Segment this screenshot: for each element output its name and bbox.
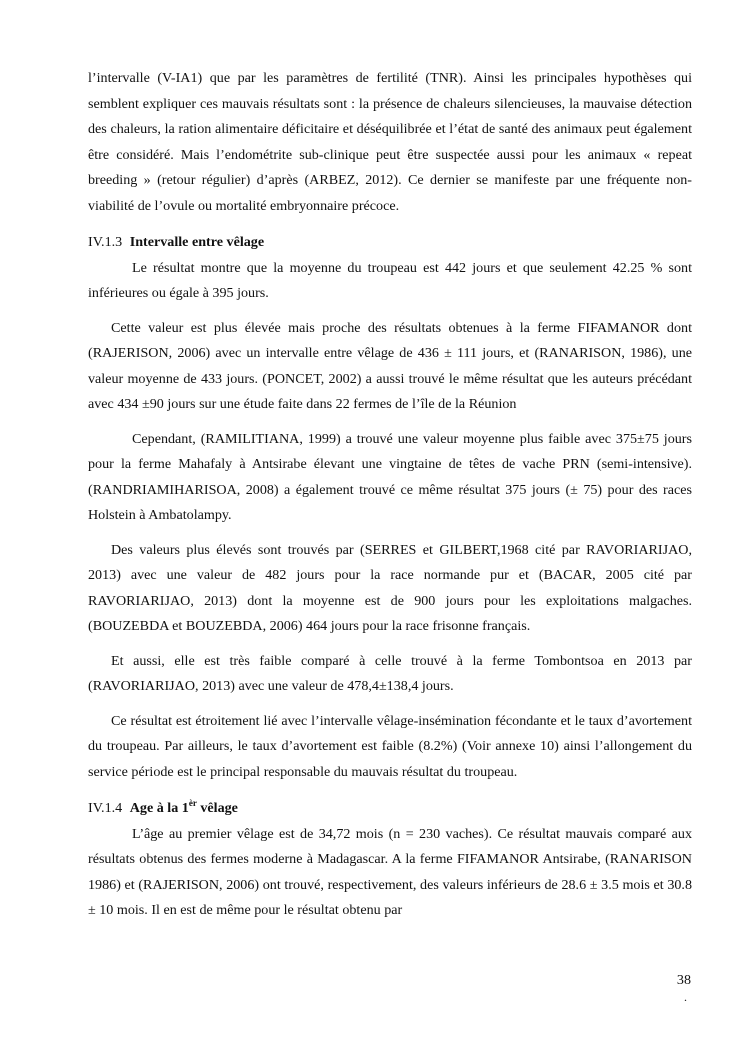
page-body (88, 66, 692, 924)
section-number: IV.1.3 (88, 234, 123, 250)
paragraph-herd-average: Le résultat montre que la moyenne du troupeau est 442 jours et que seulement 42.25 % sont inférieures ou égale à 395 jours. (88, 259, 692, 301)
paragraph-tombontsoa: Et aussi, elle est très faible comparé à celle trouvé à la ferme Tombontsoa en 2013 par (RAVORIARIJAO, 2013) avec une valeur de 478,4±138,4 jours. (88, 652, 692, 694)
paragraph-fifamanor-comparison: Cette valeur est plus élevée mais proche des résultats obtenues à la ferme FIFAMANOR dont (RAJERISON, 2006) avec un intervalle entre vêlage de 436 ± 111 jours, et (RANARISON, 1986), une valeur moyenne de 433 jours. (PONCET, 2002) a aussi trouvé le même résultat que les auteurs précédant avec 434 ±90 jours sur une étude faite dans 22 fermes de l’île de la Réunion (88, 319, 692, 412)
section-title-superscript: èr (188, 798, 197, 808)
paragraph-fertility-hypotheses: l’intervalle (V-IA1) que par les paramètres de fertilité (TNR). Ainsi les principales hypothèses qui semblent expliquer ces mauvais résultats sont : la présence de chaleurs silencieuses, la mauvaise détection des chaleurs, la ration alimentaire déficitaire et déséquilibrée et l’état de santé des animaux peut également être considéré. Mais l’endométrite sub-clinique peut être suspectée aussi pour les animaux « repeat breeding » (retour régulier) d’après (ARBEZ, 2012). Ce dernier se manifeste par une fréquente non-viabilité de l’ovule ou mortalité embryonnaire précoce. (88, 70, 692, 214)
section-number: IV.1.4 (88, 800, 123, 816)
paragraph-abortion-rate: Ce résultat est étroitement lié avec l’intervalle vêlage-insémination fécondante et le taux d’avortement du troupeau. Par ailleurs, le taux d’avortement est faible (8.2%) (Voir annexe 10) ainsi l’allongement du service période est le principal responsable du mauvais résultat du troupeau. (88, 712, 692, 780)
page-number: 38 (676, 972, 691, 988)
section-heading-calving-interval (88, 230, 692, 256)
page-footer-dot: . (684, 990, 687, 1004)
section-title: Intervalle entre vêlage (129, 234, 265, 250)
section-title (130, 800, 238, 816)
paragraph-lower-values: Cependant, (RAMILITIANA, 1999) a trouvé une valeur moyenne plus faible avec 375±75 jours pour la ferme Mahafaly à Antsirabe élevant une vingtaine de têtes de vache PRN (semi-intensive). (RANDRIAMIHARISOA, 2008) a également trouvé ce même résultat 375 jours (± 75) pour des races Holstein à Ambatolampy. (88, 430, 692, 523)
section-title-main: Age à la 1 (129, 800, 189, 816)
paragraph-higher-values: Des valeurs plus élevés sont trouvés par (SERRES et GILBERT,1968 cité par RAVORIARIJAO, 2013) avec une valeur de 482 jours pour la race normande pur et (BACAR, 2005 cité par RAVORIARIJAO, 2013) dont la moyenne est de 900 jours pour les exploitations malgaches. (BOUZEBDA et BOUZEBDA, 2006) 464 jours pour la race frisonne français. (88, 541, 692, 634)
paragraph-first-calving: L’âge au premier vêlage est de 34,72 mois (n = 230 vaches). Ce résultat mauvais comparé aux résultats obtenus des fermes moderne à Madagascar. A la ferme FIFAMANOR Antsirabe, (RANARISON 1986) et (RAJERISON, 2006) ont trouvé, respectivement, des valeurs inférieurs de 28.6 ± 3.5 mois et 30.8 ± 10 mois. Il en est de même pour le résultat obtenu par (88, 825, 692, 918)
section-title-end: vêlage (196, 800, 238, 816)
section-heading-first-calving-age (88, 796, 692, 822)
